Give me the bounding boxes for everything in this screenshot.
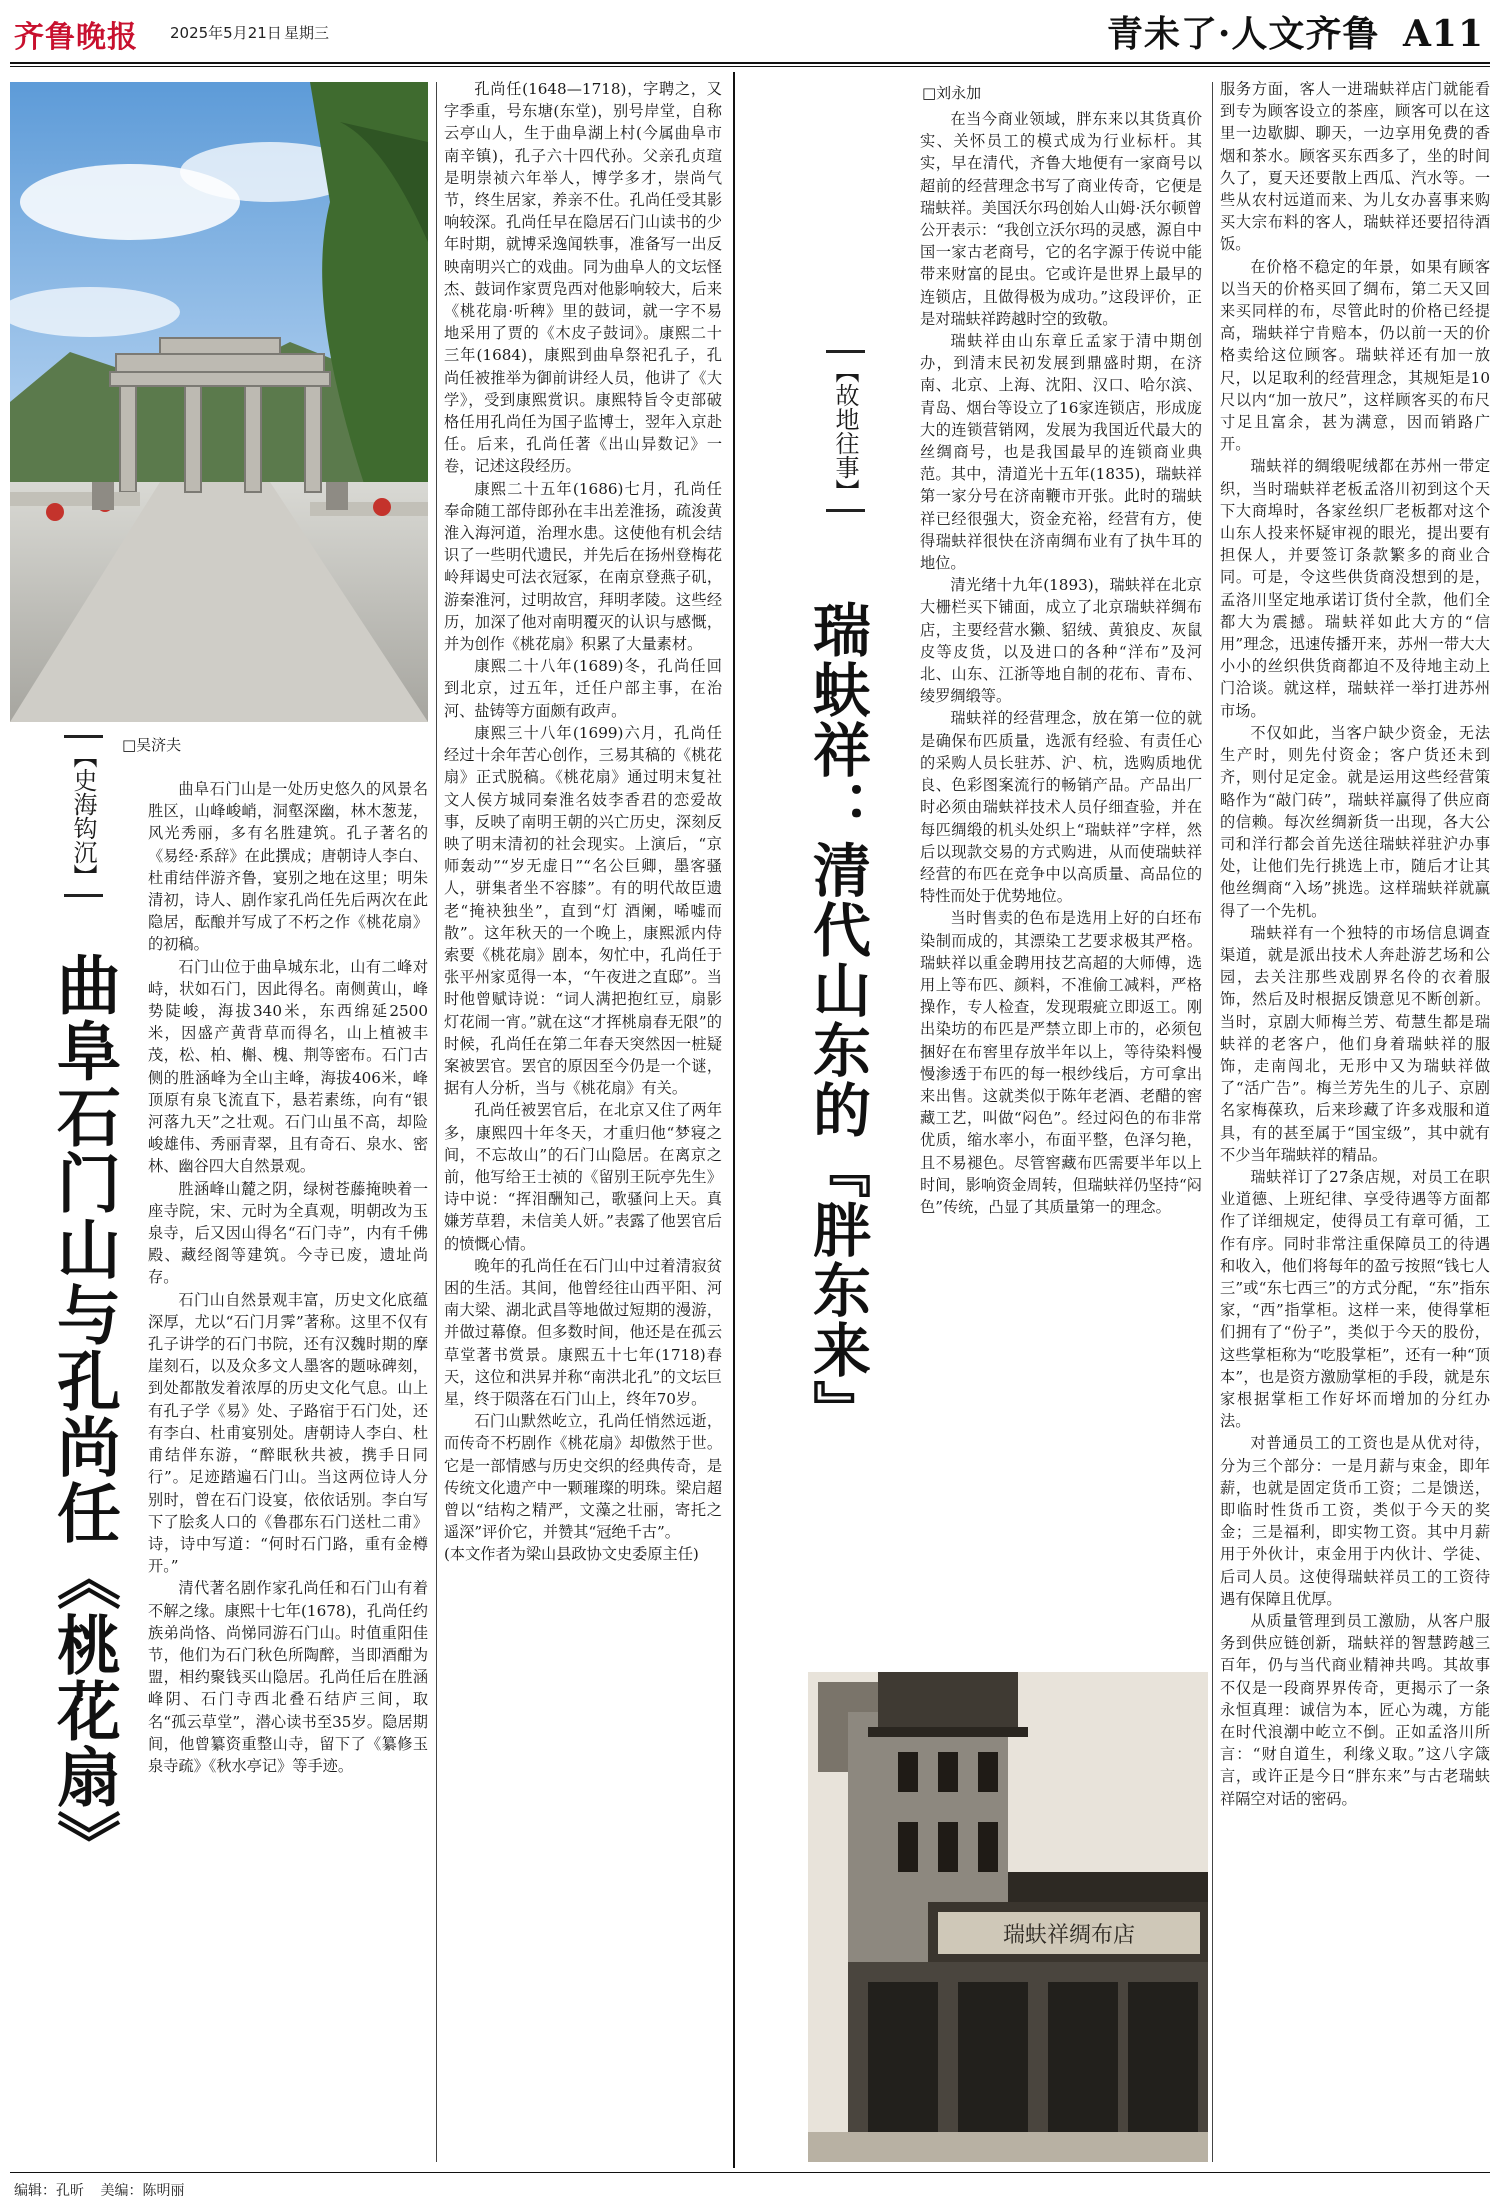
column-divider <box>1212 82 1213 2162</box>
editor-credit: 编辑：孔昕 <box>14 2183 84 2199</box>
article1-title: 曲阜石门山与孔尚任《桃花扇》 <box>46 952 121 1876</box>
paragraph: 从质量管理到员工激励，从客户服务到供应链创新，瑞蚨祥的智慧跨越三百年，仍与当代商业精神共鸣。其故事不仅是一段商界界传奇，更揭示了一条永恒真理：诚信为本，匠心为魂，方能在时代浪潮中屹立不倒。正如孟洛川所言：“财自道生，利缘义取。”这八字箴言，或许正是今日“胖东来”与古老瑞蚨祥隔空对话的密码。 <box>1220 1612 1490 1808</box>
paragraph: 瑞蚨祥由山东章丘孟家于清中期创办，到清末民初发展到鼎盛时期，在济南、北京、上海、沈阳、汉口、哈尔滨、青岛、烟台等设立了16家连锁店，形成庞大的连锁营销网，发展为我国近代最大的丝绸商号，也是我国最早的连锁商业典范。其中，清道光十五年(1835)，瑞蚨祥第一家分号在济南鞭市开张。此时的瑞蚨祥已经很强大，资金充裕，经营有方，使得瑞蚨祥很快在济南绸布业有了执牛耳的地位。 <box>920 332 1202 573</box>
stone-archway-photo <box>10 82 428 722</box>
paragraph: 当时售卖的色布是选用上好的白坯布染制而成的，其漂染工艺要求极其严格。瑞蚨祥以重金聘用技艺高超的大师傅，选用上等布匹、颜料，不准偷工减料，严格操作，专人检查，发现瑕疵立即返工。刚出染坊的布匹是严禁立即上市的，必须包捆好在布窖里存放半年以上，等待染料慢慢渗透于布匹的每一根纱线后，方可拿出来出售。这就类似于陈年老酒、老醋的窖藏工艺，叫做“闷色”。经过闷色的布非常优质，缩水率小，布面平整，色泽匀艳，且不易褪色。尽管窖藏布匹需要半年以上时间，影响资金周转，但瑞蚨祥仍坚持“闷色”传统，凸显了其质量第一的理念。 <box>920 909 1202 1216</box>
article2-title: 瑞蚨祥：清代山东的『胖东来』 <box>803 600 871 1440</box>
paragraph: 康熙二十五年(1686)七月，孔尚任奉命随工部侍郎孙在丰出差淮扬，疏浚黄淮入海河道，治理水患。这使他有机会结识了一些明代遗民，并先后在扬州登梅花岭拜谒史可法衣冠冢，在南京登燕子矶，游秦淮河，过明故宫，拜明孝陵。这些经历，加深了他对南明覆灭的认识与感慨，并为创作《桃花扇》积累了大量素材。 <box>444 479 722 654</box>
paragraph: 服务方面，客人一进瑞蚨祥店门就能看到专为顾客设立的茶座，顾客可以在这里一边歇脚、聊天，一边享用免费的香烟和茶水。顾客买东西多了，坐的时间久了，夏天还要散上西瓜、汽水等。一些从农村远道而来、为儿女办喜事来购买大宗布料的客人，瑞蚨祥还要招待酒饭。 <box>1220 80 1490 254</box>
stone-archway-image <box>10 82 428 722</box>
paragraph: 对普通员工的工资也是从优对待，分为三个部分：一是月薪与束金，即年薪，也就是固定货币工资；二是馈送，即临时性货币工资，类似于今天的奖金；三是福利，即实物工资。其中月薪用于外伙计，束金用于内伙计、学徒、后司人员。这使得瑞蚨祥员工的工资待遇有保障且优厚。 <box>1220 1434 1490 1608</box>
page-section-title: 青未了·人文齐鲁 <box>1106 13 1380 55</box>
paragraph: 石门山自然景观丰富，历史文化底蕴深厚，尤以“石门月霁”著称。这里不仅有孔子讲学的石门书院，还有汉魏时期的摩崖刻石，以及众多文人墨客的题咏碑刻，到处都散发着浓厚的历史文化气息。山上有孔子学《易》处、子路宿于石门处，还有李白、杜甫宴别处。唐朝诗人李白、杜甫结伴东游，“醉眠秋共被，携手日同行”。足迹踏遍石门山。当这两位诗人分别时，曾在石门设宴，依依话别。李白写下了脍炙人口的《鲁郡东石门送杜二甫》诗，诗中写道：“何时石门路，重有金樽开。” <box>148 1290 428 1576</box>
issue-weekday: 星期三 <box>284 24 330 42</box>
article2-column-1 <box>920 108 1202 1664</box>
article-separator <box>733 72 735 2168</box>
article1-column-tag: 【史海钩沉】 <box>64 735 103 897</box>
page-footer <box>14 2180 184 2200</box>
paragraph: 晚年的孔尚任在石门山中过着清寂贫困的生活。其间，他曾经往山西平阳、河南大梁、湖北武昌等地做过短期的漫游，并做过幕僚。但多数时间，他还是在孤云草堂著书赏景。康熙五十七年(1718)春天，这位和洪昇并称“南洪北孔”的文坛巨星，终于陨落在石门山上，终年70岁。 <box>444 1256 722 1408</box>
store-sign-text: 瑞蚨祥绸布店 <box>1002 1923 1136 1948</box>
paragraph: 瑞蚨祥有一个独特的市场信息调查渠道，就是派出技术人奔赴游艺场和公园，去关注那些戏剧界名伶的衣着服饰，然后及时根据反馈意见不断创新。当时，京剧大师梅兰芳、荀慧生都是瑞蚨祥的老客户，他们身着瑞蚨祥的服饰，走南闯北，无形中又为瑞蚨祥做了“活广告”。梅兰芳先生的儿子、京剧名家梅葆玖，后来珍藏了许多戏服和道具，有的甚至属于“国宝级”，其中就有不少当年瑞蚨祥的精品。 <box>1220 923 1490 1164</box>
article1-column-1 <box>148 778 428 2158</box>
paragraph: 胜涵峰山麓之阴，绿树苍藤掩映着一座寺院，宋、元时为全真观，明朝改为玉泉寺，后又因山得名“石门寺”，内有千佛殿、藏经阁等建筑。今寺已废，遗址尚存。 <box>148 1179 428 1287</box>
byline-text: □刘永加 <box>922 84 982 102</box>
paragraph: 曲阜石门山是一处历史悠久的风景名胜区，山峰峻峭，洞壑深幽，林木葱茏，风光秀丽，多有名胜建筑。孔子著名的《易经·系辞》在此撰成；唐朝诗人李白、杜甫结伴游齐鲁，宴别之地在这里；明朱清初，诗人、剧作家孔尚任先后两次在此隐居，酝酿并写成了不朽之作《桃花扇》的初稿。 <box>148 780 428 954</box>
footer-rule <box>10 2172 1490 2173</box>
paragraph: 瑞蚨祥的绸缎呢绒都在苏州一带定织，当时瑞蚨祥老板孟洛川初到这个天下大商埠时，各家丝织厂老板都对这个山东人投来怀疑审视的眼光，提出要有担保人，并要签订条款繁多的商业合同。可是，令这些供货商没想到的是，孟洛川坚定地承诺订货付全款，他们全都大为震撼。瑞蚨祥如此大方的“信用”理念，迅速传播开来，苏州一带大大小小的丝织供货商都迫不及待地主动上门洽谈。就这样，瑞蚨祥一举打进苏州市场。 <box>1220 457 1490 720</box>
paragraph: 孔尚任被罢官后，在北京又住了两年多，康熙四十年冬天，才重归他“梦寝之间，不忘故山”的石门山隐居。在离京之前，他写给王士祯的《留别王阮亭先生》诗中说：“挥泪酬知己，歌骚问上天。真嫌芳草碧，未信美人妍。”表露了他罢官后的愤慨心情。 <box>444 1101 722 1253</box>
ruifuxiang-storefront-photo <box>808 1672 1208 2162</box>
paragraph: 康熙三十八年(1699)六月，孔尚任经过十余年苦心创作，三易其稿的《桃花扇》正式脱稿。《桃花扇》通过明末复社文人侯方城同秦淮名妓李香君的恋爱故事，反映了南明王朝的兴亡历史，深刻反映了明末清初的社会现实。上演后，“京师轰动”“岁无虚日”“名公巨卿，墨客骚人，骈集者坐不容膝”。有的明代故臣遗老“掩袂独坐”，直到“灯 酒阑，唏嘘而散”。这年秋天的一个晚上，康熙派内侍索要《桃花扇》剧本，匆忙中，孔尚任于张平州家觅得一本，“午夜进之直邸”。当时他曾赋诗说：“词人满把抱红豆，扇影灯花闹一宵。”就在这“才挥桃扇春无限”的时候，孔尚任在第二年春天突然因一桩疑案被罢官。罢官的原因至今仍是一个谜，据有人分析，当与《桃花扇》有关。 <box>444 723 722 1098</box>
paragraph: 瑞蚨祥的经营理念，放在第一位的就是确保布匹质量，选派有经验、有责任心的采购人员长驻苏、沪、杭，选购质地优良、色彩图案流行的畅销产品。产品出厂时必须由瑞蚨祥技术人员仔细查验，并在每匹绸缎的机头处织上“瑞蚨祥”字样，然后以现款交易的方式购进，从而使瑞蚨祥经营的布匹在竞争中以高质量、高品位的特性而处于优势地位。 <box>920 709 1202 906</box>
article1-byline <box>122 734 322 755</box>
issue-date: 2025年5月21日 <box>170 24 282 42</box>
article2-column-2 <box>1220 78 1490 2158</box>
paragraph: 瑞蚨祥订了27条店规，对员工在职业道德、上班纪律、享受待遇等方面都作了详细规定，使得员工有章可循，工作有序。同时非常注重保障员工的待遇和收入，他们将每年的盈亏按照“钱七人三”或“东七西三”的方式分配，“东”指东家，“西”指掌柜。这样一来，使得掌柜们拥有了“份子”，类似于今天的股份，这些掌柜称为“吃股掌柜”，还有一种“顶本”，也是资方激励掌柜的手段，就是东家根据掌柜工作好坏而增加的分红办法。 <box>1220 1167 1490 1431</box>
storefront-image <box>808 1672 1208 2162</box>
paragraph: 石门山默然屹立，孔尚任悄然远逝，而传奇不朽剧作《桃花扇》却傲然于世。它是一部情感与历史交织的经典传奇，是传统文化遗产中一颗璀璨的明珠。梁启超曾以“结构之精严，文藻之壮丽，寄托之遥深”评价它，并赞其“冠绝千古”。 <box>444 1412 722 1542</box>
author-note: (本文作者为梁山县政协文史委原主任) <box>444 1545 699 1564</box>
byline-text: □吴济夫 <box>122 736 182 754</box>
paragraph: 不仅如此，当客户缺少资金，无法生产时，则先付资金；客户货还未到齐，则付足定金。就是运用这些经营策略作为“敲门砖”，瑞蚨祥赢得了供应商的信赖。每次丝绸新货一出现，各大公司和洋行都会首先送往瑞蚨祥驻沪办事处，让他们先行挑选上市，随后才让其他丝绸商“入场”挑选。这样瑞蚨祥就赢得了一个先机。 <box>1220 723 1490 920</box>
article2-byline <box>922 82 981 103</box>
header-rule-thin <box>10 66 1490 67</box>
paragraph: 康熙二十八年(1689)冬，孔尚任回到北京，过五年，迁任户部主事，在治河、盐铸等方面颇有政声。 <box>444 657 722 720</box>
page-number: A11 <box>1402 13 1484 55</box>
paragraph: 清光绪十九年(1893)，瑞蚨祥在北京大栅栏买下铺面，成立了北京瑞蚨祥绸布店，主要经营水獭、貂绒、黄狼皮、灰鼠皮等皮货，以及进口的各种“洋布”及河北、山东、江浙等地自制的花布、青布、绫罗绸缎等。 <box>920 576 1202 706</box>
article1-column-2 <box>444 78 722 2158</box>
page-header-title <box>1107 6 1484 57</box>
paragraph: 清代著名剧作家孔尚任和石门山有着不解之缘。康熙十七年(1678)，孔尚任约族弟尚恪、尚悌同游石门山。时值重阳佳节，他们为石门秋色所陶醉，当即酒酣为盟，相约聚钱买山隐居。孔尚任后在胜涵峰阴、石门寺西北叠石结庐三间，取名“孤云草堂”，潜心读书至35岁。隐居期间，他曾纂资重整山寺，留下了《纂修玉泉寺疏》《秋水亭记》等手迹。 <box>148 1579 428 1775</box>
paragraph: 在价格不稳定的年景，如果有顾客以当天的价格买回了绸布，第二天又回来买同样的布，尽管此时的价格已经提高，瑞蚨祥宁肯赔本，仍以前一天的价格卖给这位顾客。瑞蚨祥还有加一放尺，以足取利的经营理念，其规矩是10尺以内“加一放尺”，这样顾客买的布尺寸足且富余，甚为满意，因而销路广开。 <box>1220 257 1490 454</box>
paragraph: 在当今商业领域，胖东来以其货真价实、关怀员工的模式成为行业标杆。其实，早在清代，齐鲁大地便有一家商号以超前的经营理念书写了商业传奇，它便是瑞蚨祥。美国沃尔玛创始人山姆·沃尔顿曾公开表示：“我创立沃尔玛的灵感，源自中国一家古老商号，它的名字源于传说中能带来财富的昆虫。它或许是世界上最早的连锁店，且做得极为成功。”这段评价，正是对瑞蚨祥跨越时空的致敬。 <box>920 110 1202 328</box>
header-rule <box>10 62 1490 64</box>
paragraph: 石门山位于曲阜城东北，山有二峰对峙，状如石门，因此得名。南侧黄山，峰势陡峻，海拔340米，东西绵延2500米，因盛产黄背草而得名，山上植被丰茂，松、柏、槲、槐、荆等密布。石门古侧的胜涵峰为全山主峰，海拔406米，峰顶原有泉飞流直下，悬若素练，向有“银河落九天”之壮观。石门山虽不高，却险峻雄伟、秀丽青翠，且有奇石、泉水、密林、幽谷四大自然景观。 <box>148 957 428 1176</box>
paragraph: 孔尚任(1648—1718)，字聘之，又字季重，号东塘(东堂)，别号岸堂，自称云亭山人，生于曲阜湖上村(今属曲阜市南辛镇)，孔子六十四代孙。父亲孔贞瑄是明崇祯六年举人，博学多才，崇尚气节，终生居家，养亲不仕。孔尚任受其影响较深。孔尚任早在隐居石门山读书的少年时期，就博采逸闻轶事，准备写一出反映南明兴亡的戏曲。同为曲阜人的文坛怪杰、鼓词作家贾凫西对他影响较大，后来《桃花扇·听稗》里的鼓词，就一字不易地采用了贾的《木皮子鼓词》。康熙二十三年(1684)，康熙到曲阜祭祀孔子，孔尚任被推举为御前讲经人员，他讲了《大学》，受到康熙赏识。康熙特旨令吏部破格任用孔尚任为国子监博士，翌年入京赴任。后来，孔尚任著《出山异数记》一卷，记述这段经历。 <box>444 80 722 476</box>
designer-credit: 美编：陈明丽 <box>100 2183 185 2199</box>
newspaper-logo: 齐鲁晚报 <box>14 20 138 55</box>
column-divider <box>436 82 437 2162</box>
article2-column-tag: 【故地往事】 <box>826 350 865 512</box>
